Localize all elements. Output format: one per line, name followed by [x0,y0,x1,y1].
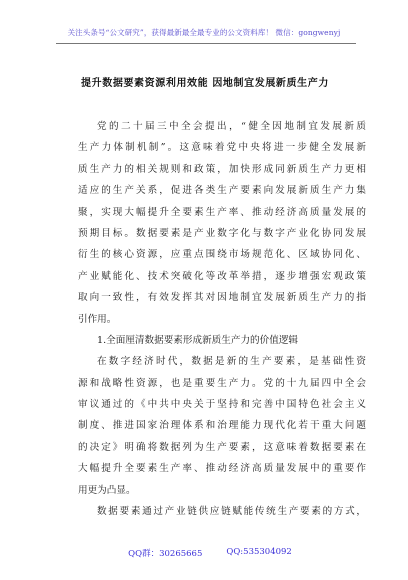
body-line: 衍生的核心资源，应重点围绕市场规范化、区域协同化、 [78,249,366,261]
body-line: 质生产力的相关规则和政策，加快形成同新质生产力更相 [78,163,366,175]
header-divider [56,43,356,44]
body-line: 源和战略性资源，也是重要生产力。党的十九届四中全会 [78,377,366,389]
body-line: 聚，实现大幅提升全要素生产率、推动经济高质量发展的 [78,206,366,218]
body-line: 大幅提升全要素生产率、推动经济高质量发展中的重要作 [78,463,366,475]
body-line: 数据要素通过产业链供应链赋能传统生产要素的方式， [97,506,366,518]
body-line: 审议通过的《中共中央关于坚持和完善中国特色社会主义 [78,399,366,411]
header-notice: 关注头条号“公文研究”，获得最新最全最专业的公文资料库！ 微信：gongwenyj [67,28,341,37]
body-line: 预期目标。数据要素是产业数字化与数字产业化协同发展 [78,227,366,239]
footer-qq-number: QQ:535304092 [226,547,292,557]
document-body [78,116,366,522]
body-line: 产业赋能化、技术突破化等改革举措，逐步增强宏观政策 [78,270,366,282]
body-line: 在数字经济时代，数据是新的生产要素，是基础性资 [97,356,366,368]
body-line: 用更为凸显。 [78,484,136,496]
section-heading: 1.全面厘清数据要素形成新质生产力的价值逻辑 [97,334,299,346]
body-line: 取向一致性，有效发挥其对因地制宜发展新质生产力的指 [78,292,366,304]
footer-qq-group: QQ群：30265665 [128,549,203,559]
document-title: 提升数据要素资源利用效能 因地制宜发展新质生产力 [81,78,329,89]
body-line: 生产力体制机制”。这意味着党中央将进一步健全发展新 [78,142,366,154]
body-line: 引作用。 [78,313,117,325]
body-line: 制度、推进国家治理体系和治理能力现代化若干重大问题 [78,420,366,432]
body-line: 党的二十届三中全会提出，“健全因地制宜发展新质 [97,121,366,132]
footer-contacts [110,547,310,559]
body-line: 适应的生产关系，促进各类生产要素向发展新质生产力集 [78,185,366,197]
body-line: 的决定》明确将数据列为生产要素，这意味着数据要素在 [78,441,366,453]
